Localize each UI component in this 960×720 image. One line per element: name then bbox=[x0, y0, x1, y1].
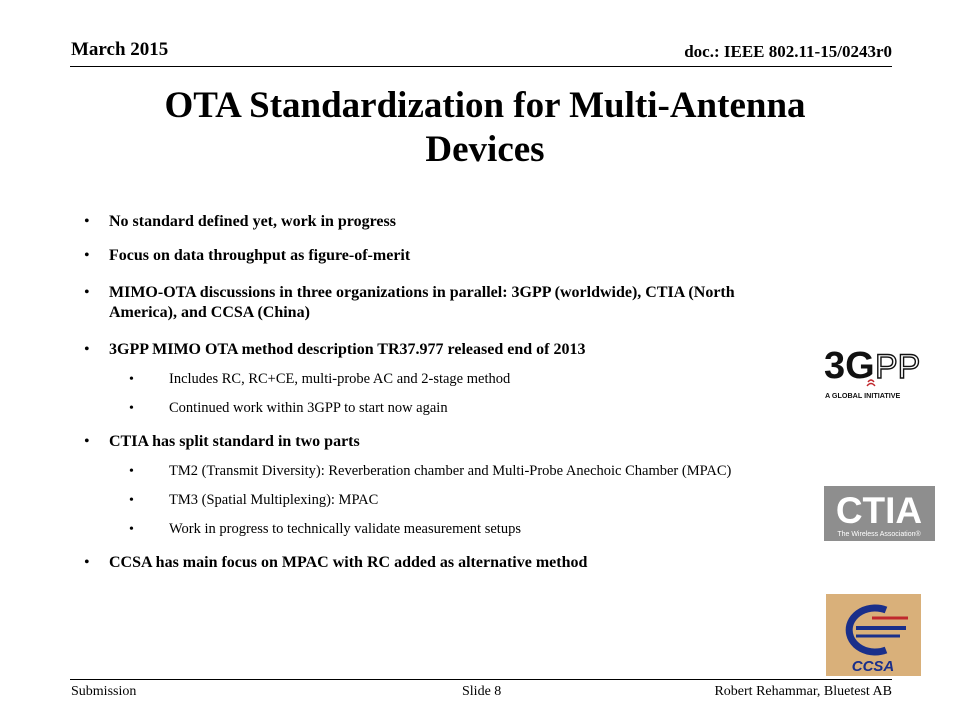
sub-bullet-item: • TM3 (Spatial Multiplexing): MPAC bbox=[84, 491, 764, 510]
3gpp-logo-main: 3G bbox=[824, 345, 875, 387]
header-divider bbox=[70, 66, 892, 67]
bullet-item: • Focus on data throughput as figure-of-merit bbox=[84, 246, 764, 266]
bullet-list bbox=[84, 212, 764, 573]
sub-bullet-item: • Work in progress to technically validate measurement setups bbox=[84, 520, 764, 539]
bullet-item: • No standard defined yet, work in progress bbox=[84, 212, 764, 232]
header-doc-id: doc.: IEEE 802.11-15/0243r0 bbox=[684, 42, 892, 61]
sub-bullet-item: • TM2 (Transmit Diversity): Reverberation chamber and Multi-Probe Anechoic Chamber (MPAC) bbox=[84, 462, 764, 481]
bullet-item: • MIMO-OTA discussions in three organizations in parallel: 3GPP (worldwide), CTIA (North America), and CCSA (China) bbox=[84, 283, 764, 323]
bullet-item: • CTIA has split standard in two parts bbox=[84, 432, 764, 452]
3gpp-logo-tagline: A GLOBAL INITIATIVE bbox=[825, 391, 901, 400]
3gpp-logo bbox=[822, 338, 922, 402]
header-date: March 2015 bbox=[71, 39, 169, 60]
footer-submission: Submission bbox=[71, 684, 137, 699]
footer-divider bbox=[70, 679, 892, 680]
footer-author: Robert Rehammar, Bluetest AB bbox=[714, 684, 892, 699]
ctia-logo bbox=[824, 486, 935, 541]
bullet-item: • 3GPP MIMO OTA method description TR37.977 released end of 2013 bbox=[84, 340, 764, 360]
slide-title-line-2: Devices bbox=[425, 129, 545, 170]
slide-title-line-1: OTA Standardization for Multi-Antenna bbox=[164, 85, 806, 126]
ctia-logo-main: CTIA bbox=[835, 490, 923, 531]
sub-bullet-item: • Includes RC, RC+CE, multi-probe AC and 2-stage method bbox=[84, 370, 764, 389]
sub-bullet-item: • Continued work within 3GPP to start now again bbox=[84, 399, 764, 418]
slide-title bbox=[90, 84, 880, 172]
bullet-item: • CCSA has main focus on MPAC with RC added as alternative method bbox=[84, 553, 764, 573]
3gpp-logo-tail: PP bbox=[875, 348, 921, 386]
ccsa-logo-main: CCSA bbox=[851, 658, 895, 675]
ctia-logo-tagline: The Wireless Association® bbox=[837, 531, 921, 538]
ccsa-logo bbox=[826, 594, 921, 676]
footer-slide-number: Slide 8 bbox=[462, 684, 502, 699]
